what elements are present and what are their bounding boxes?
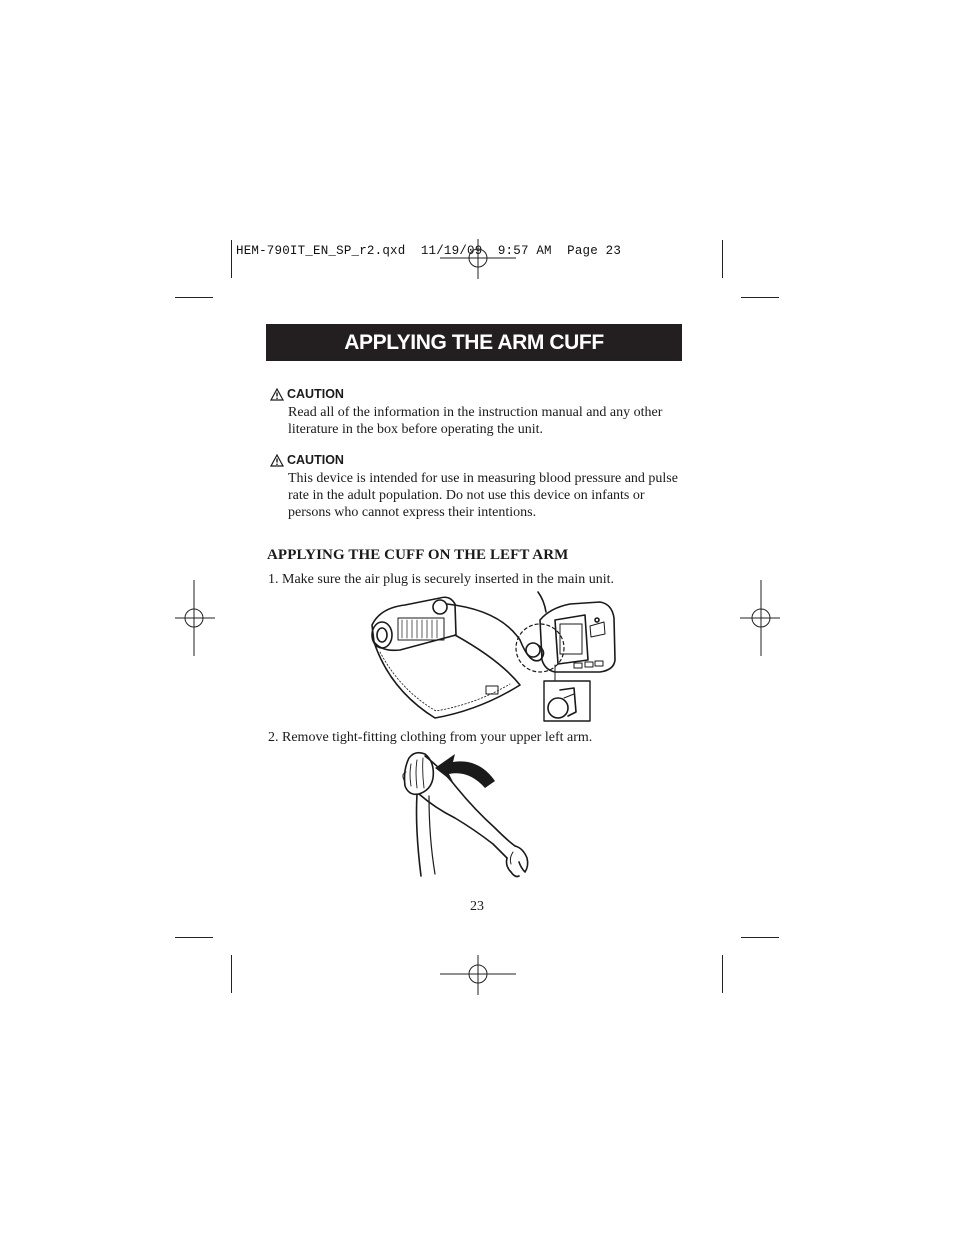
registration-mark-top: [440, 239, 516, 279]
caution-heading: [270, 452, 680, 468]
crop-mark: [175, 937, 213, 938]
instruction-step: 2. Remove tight-fitting clothing from your upper left arm.: [268, 730, 593, 745]
warning-triangle-icon: [270, 388, 284, 401]
registration-mark-bottom: [440, 955, 516, 995]
section-heading: APPLYING THE CUFF ON THE LEFT ARM: [267, 547, 569, 563]
cuff-and-monitor-illustration: [360, 590, 620, 725]
caution-block: [270, 452, 680, 521]
caution-label: CAUTION: [287, 453, 344, 467]
crop-mark: [231, 240, 232, 278]
crop-mark: [722, 240, 723, 278]
caution-text: Read all of the information in the instruction manual and any other literature in the box before operating the unit.: [288, 405, 663, 437]
print-slug: HEM-790IT_EN_SP_r2.qxd 11/19/09 9:57 AM Page 23: [236, 244, 622, 258]
warning-triangle-icon: [270, 454, 284, 467]
bare-arm-illustration: [395, 748, 540, 883]
registration-mark-left: [175, 580, 215, 656]
crop-mark: [231, 955, 232, 993]
page-number: 23: [470, 899, 484, 914]
crop-mark: [175, 297, 213, 298]
instruction-step: 1. Make sure the air plug is securely inserted in the main unit.: [268, 572, 615, 587]
page-title: APPLYING THE ARM CUFF: [344, 330, 604, 354]
crop-mark: [741, 297, 779, 298]
crop-mark: [741, 937, 779, 938]
caution-text: This device is intended for use in measuring blood pressure and pulse rate in the adult population. Do not use this device on infants or persons who cannot express their intentions.: [288, 471, 678, 520]
section-header-bar: [266, 324, 682, 361]
caution-label: CAUTION: [287, 387, 344, 401]
caution-heading: [270, 386, 680, 402]
crop-mark: [722, 955, 723, 993]
caution-block: [270, 386, 680, 438]
registration-mark-right: [740, 580, 780, 656]
